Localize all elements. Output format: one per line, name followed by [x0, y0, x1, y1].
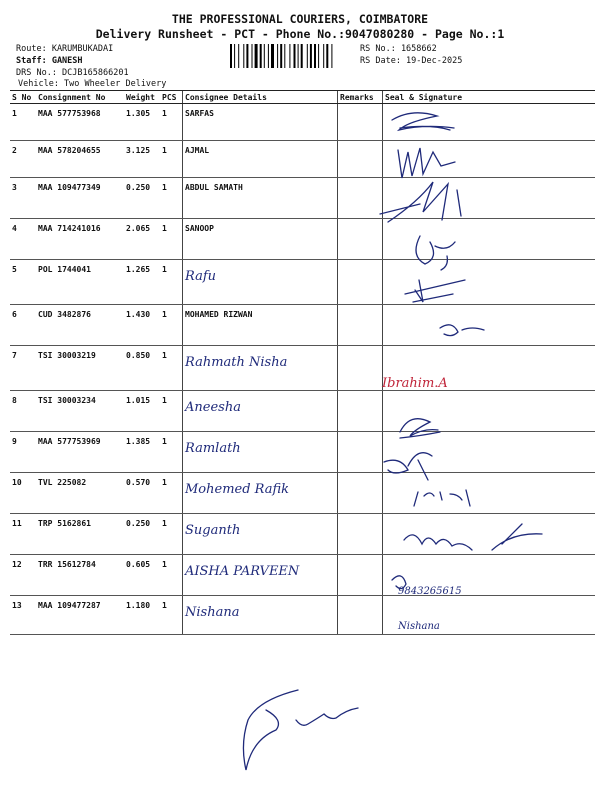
col-sno-header: S No — [10, 91, 36, 104]
cell-consignee: ABDUL SAMATH — [183, 178, 338, 219]
cell-consignment-no: CUD 3482876 — [36, 305, 124, 346]
cell-sno: 12 — [10, 555, 36, 596]
cell-pcs: 1 — [160, 346, 183, 391]
staff-label: Staff: GANESH — [16, 56, 83, 66]
col-pcs-header: PCS — [160, 91, 183, 104]
cell-consignment-no: TRP 5162861 — [36, 514, 124, 555]
runsheet-subtitle: Delivery Runsheet - PCT - Phone No.:9047080280 - Page No.:1 — [95, 27, 505, 41]
cell-consignment-no: MAA 577753968 — [36, 104, 124, 141]
handwritten-consignee: Aneesha — [185, 400, 241, 415]
signature-note-row-12: 9843265615 — [398, 586, 462, 597]
signature-note-row-13: Nishana — [398, 621, 440, 632]
cell-sno: 6 — [10, 305, 36, 346]
signature-row-5 — [405, 280, 465, 302]
signature-row-6 — [440, 325, 484, 336]
handwritten-consignee: Rahmath Nisha — [185, 355, 288, 370]
cell-consignee: SANOOP — [183, 219, 338, 260]
cell-pcs: 1 — [160, 555, 183, 596]
cell-sno: 4 — [10, 219, 36, 260]
cell-sno: 3 — [10, 178, 36, 219]
handwritten-consignee: Rafu — [185, 269, 217, 284]
signature-row-10 — [414, 490, 470, 506]
cell-consignment-no: MAA 577753969 — [36, 432, 124, 473]
cell-pcs: 1 — [160, 473, 183, 514]
signature-row-8 — [400, 419, 440, 438]
company-title: THE PROFESSIONAL COURIERS, COIMBATORE — [171, 12, 429, 26]
cell-weight: 1.265 — [124, 260, 160, 305]
signature-row-2 — [398, 148, 455, 178]
signature-row-1 — [392, 113, 454, 130]
handwritten-consignee: Mohemed Rafik — [185, 482, 290, 497]
cell-consignment-no: TVL 225082 — [36, 473, 124, 514]
signature-row-11 — [404, 524, 542, 550]
cell-sno: 1 — [10, 104, 36, 141]
cell-sno: 5 — [10, 260, 36, 305]
col-consignment-header: Consignment No — [36, 91, 124, 104]
cell-pcs: 1 — [160, 219, 183, 260]
rs-date: RS Date: 19-Dec-2025 — [360, 56, 463, 66]
cell-consignment-no: TRR 15612784 — [36, 555, 124, 596]
cell-sno: 2 — [10, 141, 36, 178]
cell-weight: 1.305 — [124, 104, 160, 141]
cell-consignment-no: TSI 30003219 — [36, 346, 124, 391]
cell-pcs: 1 — [160, 596, 183, 635]
drs-label: DRS No.: DCJB165866201 — [16, 68, 129, 78]
rs-number: RS No.: 1658662 — [360, 44, 437, 54]
cell-pcs: 1 — [160, 260, 183, 305]
cell-weight: 3.125 — [124, 141, 160, 178]
cell-sno: 8 — [10, 391, 36, 432]
signature-row-3 — [380, 182, 461, 222]
signature-row-9 — [384, 453, 432, 480]
cell-consignment-no: MAA 578204655 — [36, 141, 124, 178]
cell-pcs: 1 — [160, 141, 183, 178]
signature-row-4 — [416, 236, 455, 270]
col-seal-header: Seal & Signature — [383, 91, 596, 104]
col-weight-header: Weight — [124, 91, 160, 104]
col-remarks-header: Remarks — [338, 91, 383, 104]
footer-signature — [243, 690, 358, 770]
cell-pcs: 1 — [160, 305, 183, 346]
vehicle-label: Vehicle: Two Wheeler Delivery — [18, 79, 167, 89]
cell-pcs: 1 — [160, 514, 183, 555]
cell-sno: 9 — [10, 432, 36, 473]
handwritten-consignee: Nishana — [185, 605, 240, 620]
cell-weight: 1.430 — [124, 305, 160, 346]
cell-consignee: MOHAMED RIZWAN — [183, 305, 338, 346]
cell-consignment-no: TSI 30003234 — [36, 391, 124, 432]
cell-consignment-no: POL 1744041 — [36, 260, 124, 305]
cell-consignee: SARFAS — [183, 104, 338, 141]
cell-weight: 2.065 — [124, 219, 160, 260]
handwritten-consignee: AISHA PARVEEN — [185, 564, 300, 579]
cell-pcs: 1 — [160, 104, 183, 141]
cell-weight: 1.385 — [124, 432, 160, 473]
cell-weight: 0.250 — [124, 178, 160, 219]
cell-weight: 1.015 — [124, 391, 160, 432]
cell-sno: 7 — [10, 346, 36, 391]
signature-note-row-7: Ibrahim.A — [382, 376, 448, 391]
cell-consignment-no: MAA 714241016 — [36, 219, 124, 260]
cell-weight: 0.850 — [124, 346, 160, 391]
cell-sno: 10 — [10, 473, 36, 514]
cell-sno: 13 — [10, 596, 36, 635]
handwritten-consignee: Suganth — [185, 523, 241, 538]
cell-weight: 0.605 — [124, 555, 160, 596]
cell-sno: 11 — [10, 514, 36, 555]
cell-weight: 1.180 — [124, 596, 160, 635]
cell-pcs: 1 — [160, 178, 183, 219]
cell-weight: 0.250 — [124, 514, 160, 555]
cell-pcs: 1 — [160, 391, 183, 432]
route-label: Route: KARUMBUKADAI — [16, 44, 114, 54]
cell-consignee: AJMAL — [183, 141, 338, 178]
cell-consignment-no: MAA 109477349 — [36, 178, 124, 219]
cell-weight: 0.570 — [124, 473, 160, 514]
handwritten-consignee: Ramlath — [185, 441, 241, 456]
cell-consignment-no: MAA 109477287 — [36, 596, 124, 635]
col-consignee-header: Consignee Details — [183, 91, 338, 104]
cell-pcs: 1 — [160, 432, 183, 473]
